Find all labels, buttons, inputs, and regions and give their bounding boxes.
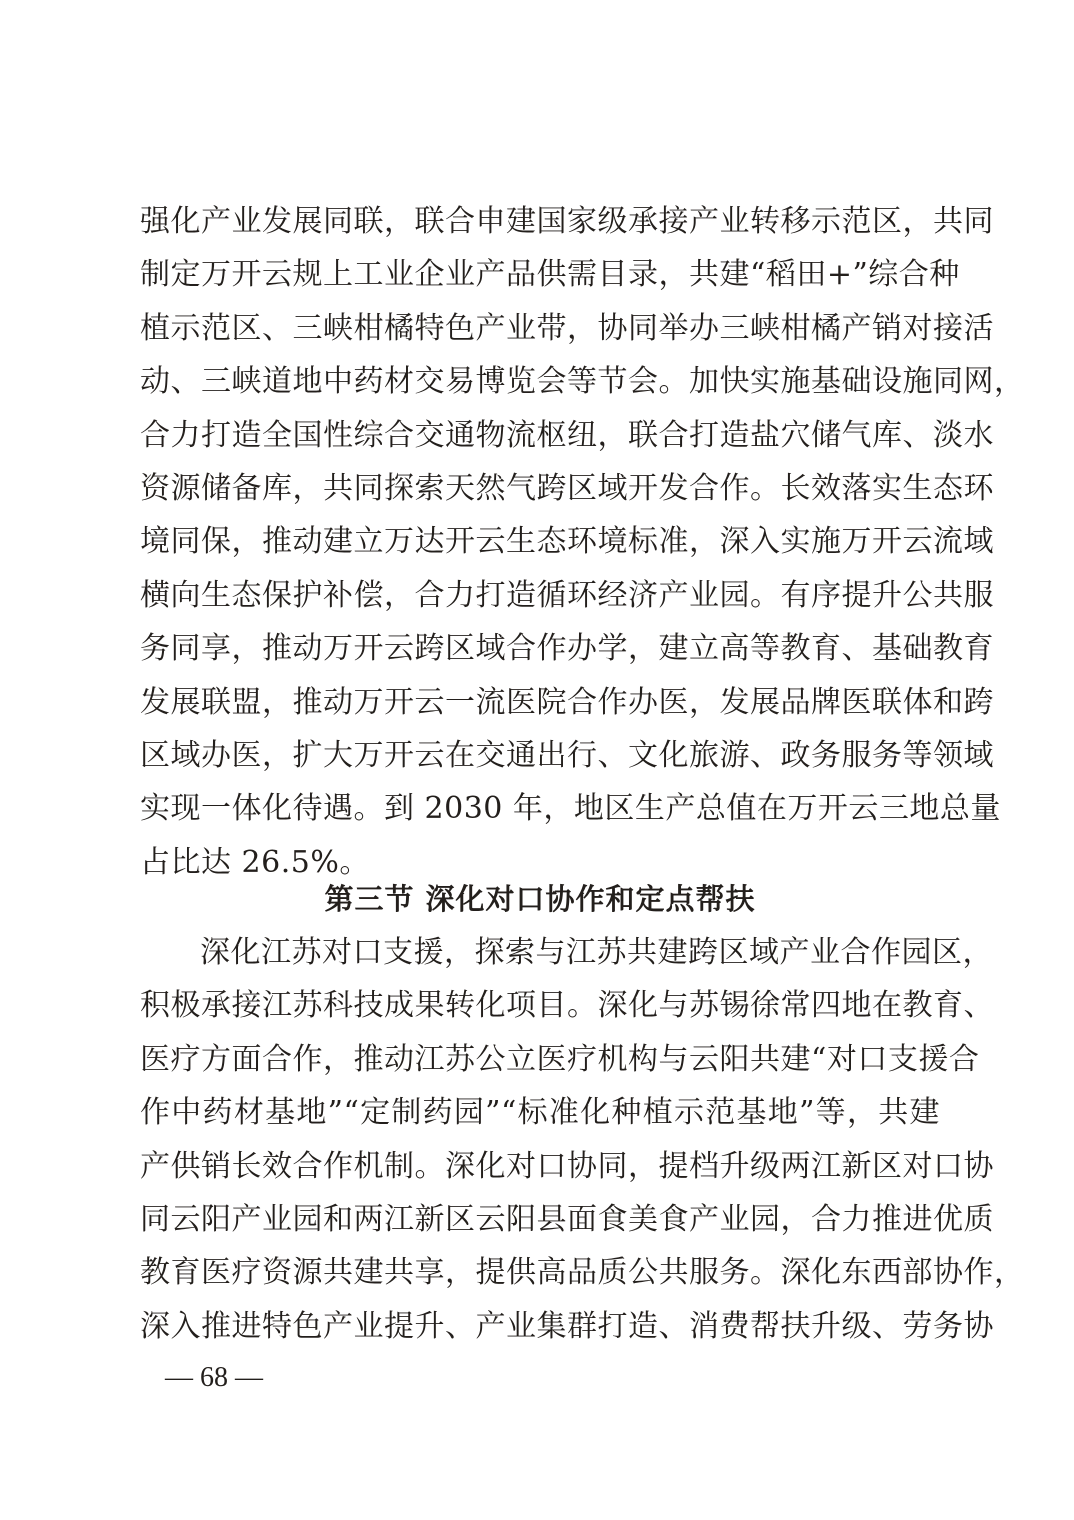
paragraph-line: 教育医疗资源共建共享，提供高品质公共服务。深化东西部协作，: [140, 1255, 1025, 1291]
paragraph-line: 务同享，推动万开云跨区域合作办学，建立高等教育、基础教育: [140, 631, 994, 667]
paragraph-paired-assistance: [140, 926, 1025, 1353]
paragraph-line: 强化产业发展同联，联合申建国家级承接产业转移示范区，共同: [140, 204, 994, 239]
paragraph-line: 深化江苏对口支援，探索与江苏共建跨区域产业合作园区，: [200, 935, 993, 970]
paragraph-line: 植示范区、三峡柑橘特色产业带，协同举办三峡柑橘产销对接活: [140, 310, 994, 346]
section-title: 第三节 深化对口协作和定点帮扶: [324, 882, 756, 916]
page-number: — 68 —: [165, 1362, 263, 1393]
paragraph-line: 同云阳产业园和两江新区云阳县面食美食产业园，合力推进优质: [140, 1201, 994, 1237]
paragraph-regional-cooperation: [140, 195, 1025, 889]
paragraph-line: 占比达 26.5%。: [140, 844, 370, 880]
paragraph-line: 积极承接江苏科技成果转化项目。深化与苏锡徐常四地在教育、: [140, 988, 994, 1024]
paragraph-line: 发展联盟，推动万开云一流医院合作办医，发展品牌医联体和跨: [140, 684, 994, 720]
paragraph-line: 横向生态保护补偿，合力打造循环经济产业园。有序提升公共服: [140, 577, 994, 613]
paragraph-line: 作中药材基地”“定制药园”“标准化种植示范基地”等，共建: [140, 1095, 940, 1131]
paragraph-line: 境同保，推动建立万达开云生态环境标准，深入实施万开云流域: [140, 524, 994, 560]
paragraph-line: 产供销长效合作机制。深化对口协同，提档升级两江新区对口协: [140, 1148, 994, 1184]
paragraph-line: 动、三峡道地中药材交易博览会等节会。加快实施基础设施同网，: [140, 364, 1025, 400]
paragraph-line: 深入推进特色产业提升、产业集群打造、消费帮扶升级、劳务协: [140, 1308, 994, 1344]
paragraph-line: 资源储备库，共同探索天然气跨区域开发合作。长效落实生态环: [140, 470, 994, 506]
paragraph-line: 制定万开云规上工业企业产品供需目录，共建“稻田+”综合种: [140, 257, 960, 293]
paragraph-line: 医疗方面合作，推动江苏公立医疗机构与云阳共建“对口支援合: [140, 1041, 980, 1077]
paragraph-line: 合力打造全国性综合交通物流枢纽，联合打造盐穴储气库、淡水: [140, 417, 994, 453]
paragraph-line: 实现一体化待遇。到 2030 年，地区生产总值在万开云三地总量: [140, 791, 1001, 827]
paragraph-line: 区域办医，扩大万开云在交通出行、文化旅游、政务服务等领域: [140, 737, 994, 773]
